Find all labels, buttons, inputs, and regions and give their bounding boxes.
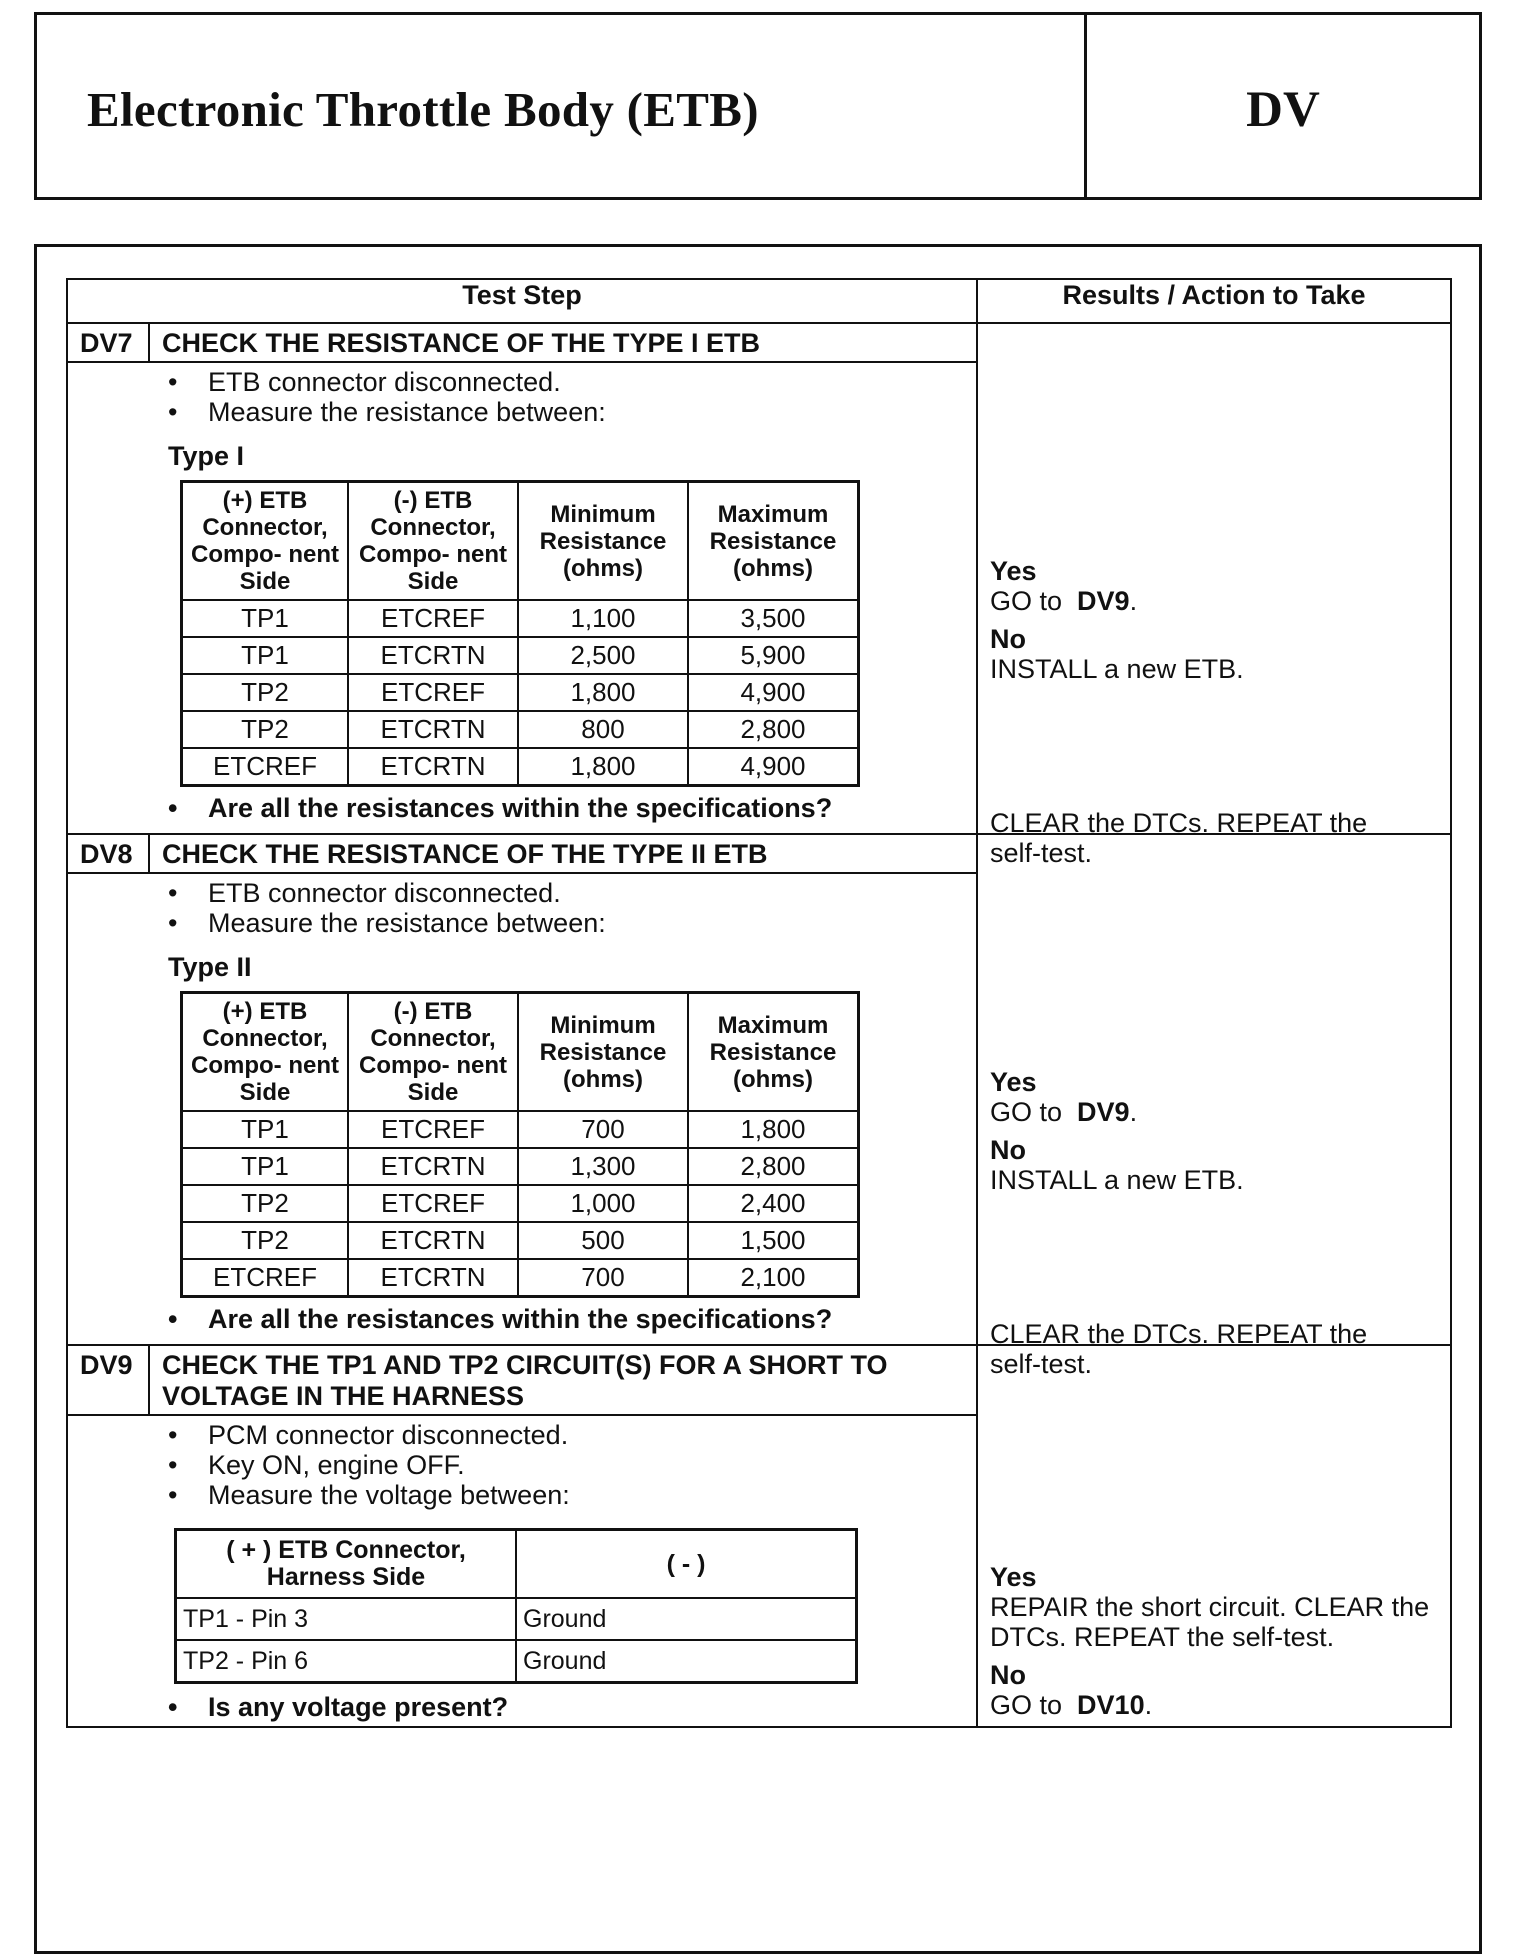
list-item: • Are all the resistances within the specifications? [168,1304,833,1334]
column-header: Maximum Resistance (ohms) [688,993,859,1112]
step-dv9-title: CHECK THE TP1 AND TP2 CIRCUIT(S) FOR A SHORT TO VOLTAGE IN THE HARNESS [149,1345,977,1415]
dv8-type-label: Type II [168,952,252,982]
step-dv8-title-row [67,834,1451,873]
table-row: TP2 ETCREF 1,800 4,900 [182,674,859,711]
step-dv7-result [977,323,1451,868]
column-header: Minimum Resistance (ohms) [518,993,688,1112]
column-header: ( - ) [516,1530,857,1599]
results-header: Results / Action to Take [977,279,1451,323]
column-header: (-) ETB Connector, Compo- nent Side [348,993,518,1112]
step-dv7-title: CHECK THE RESISTANCE OF THE TYPE I ETB [149,323,977,362]
dv7-question [168,793,976,823]
dv8-yes-label: Yes [990,1067,1037,1097]
table-row: ETCREF ETCRTN 700 2,100 [182,1259,859,1297]
dv8-bullets [168,878,976,938]
dv8-spec-table [180,991,860,1298]
dv8-result-yes-no [990,1067,1440,1195]
dv9-yes-action: REPAIR the short circuit. CLEAR the DTCs. REPEAT the self-test. [990,1592,1430,1652]
step-dv7-id: DV7 [67,323,149,362]
dv9-no-action: GO to DV10. [990,1690,1153,1720]
step-dv9-body [67,1415,977,1727]
procedure-table [66,278,1452,1728]
step-dv9-title-row [67,1345,1451,1415]
list-item: • ETB connector disconnected. [168,367,561,397]
list-item: • ETB connector disconnected. [168,878,561,908]
step-dv8-title: CHECK THE RESISTANCE OF THE TYPE II ETB [149,834,977,873]
table-row: TP1 ETCREF 1,100 3,500 [182,600,859,637]
dv7-no-label: No [990,624,1026,654]
table-row: TP2 ETCREF 1,000 2,400 [182,1185,859,1222]
dv9-bullets [168,1420,976,1510]
step-dv7-body [67,362,977,834]
dv8-yes-action: GO to DV9. [990,1097,1138,1127]
table-row: TP1 ETCREF 700 1,800 [182,1111,859,1148]
column-header: (-) ETB Connector, Compo- nent Side [348,482,518,601]
dv9-voltage-table [174,1528,858,1684]
list-item: • Key ON, engine OFF. [168,1450,465,1480]
dv7-clear-note: CLEAR the DTCs. REPEAT the self-test. [990,808,1368,868]
column-header: ( + ) ETB Connector, Harness Side [176,1530,517,1599]
step-dv9-result [977,1345,1451,1727]
dv8-no-action: INSTALL a new ETB. [990,1165,1244,1195]
table-row: ETCREF ETCRTN 1,800 4,900 [182,748,859,786]
list-item: • Measure the resistance between: [168,908,606,938]
dv9-yes-label: Yes [990,1562,1037,1592]
dv7-spec-table [180,480,860,787]
list-item: • Measure the resistance between: [168,397,606,427]
list-item: • Are all the resistances within the specifications? [168,793,833,823]
table-row: TP2 ETCRTN 500 1,500 [182,1222,859,1259]
table-row: TP2 - Pin 6 Ground [176,1640,857,1683]
dv8-no-label: No [990,1135,1026,1165]
step-dv7-title-row [67,323,1451,362]
dv7-no-action: INSTALL a new ETB. [990,654,1244,684]
list-item: • Measure the voltage between: [168,1480,570,1510]
list-item: • Is any voltage present? [168,1692,509,1722]
dv7-result-yes-no [990,556,1440,684]
page-title: Electronic Throttle Body (ETB) [87,82,759,137]
procedure-header-row [67,279,1451,323]
table-row: TP1 ETCRTN 2,500 5,900 [182,637,859,674]
dv9-question [168,1692,976,1722]
dv8-clear-note: CLEAR the DTCs. REPEAT the self-test. [990,1319,1368,1379]
step-dv8-body [67,873,977,1345]
dv7-type-label: Type I [168,441,245,471]
dv8-question [168,1304,976,1334]
section-code: DV [1246,82,1320,138]
column-header: Maximum Resistance (ohms) [688,482,859,601]
header-box [34,12,1482,200]
dv7-bullets [168,367,976,427]
dv7-yes-action: GO to DV9. [990,586,1138,616]
column-header: (+) ETB Connector, Compo- nent Side [182,993,349,1112]
column-header: (+) ETB Connector, Compo- nent Side [182,482,349,601]
step-dv9-id: DV9 [67,1345,149,1415]
table-row: TP2 ETCRTN 800 2,800 [182,711,859,748]
dv9-result-yes-no [990,1562,1430,1720]
test-step-header: Test Step [67,279,977,323]
step-dv8-result [977,834,1451,1379]
step-dv8-id: DV8 [67,834,149,873]
table-row: TP1 - Pin 3 Ground [176,1598,857,1640]
table-row: TP1 ETCRTN 1,300 2,800 [182,1148,859,1185]
dv7-yes-label: Yes [990,556,1037,586]
list-item: • PCM connector disconnected. [168,1420,569,1450]
dv9-no-label: No [990,1660,1026,1690]
column-header: Minimum Resistance (ohms) [518,482,688,601]
